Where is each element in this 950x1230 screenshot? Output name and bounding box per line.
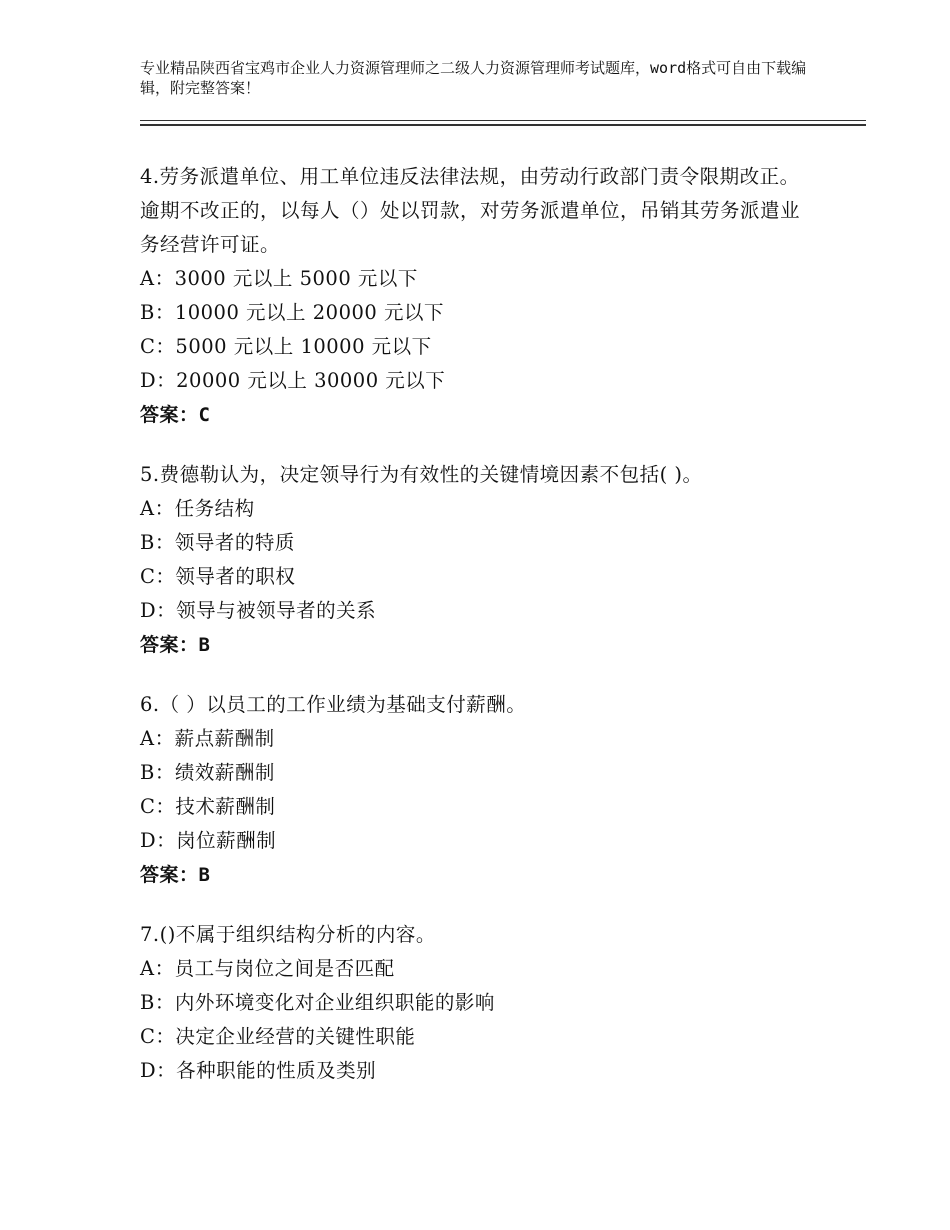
answer: 答案：B [140, 864, 211, 886]
header-divider-thin [140, 120, 866, 121]
question-stem: 4.劳务派遣单位、用工单位违反法律法规，由劳动行政部门责令限期改正。逾期不改正的，以每人（）处以罚款，对劳务派遣单位，吊销其劳务派遣业务经营许可证。 [140, 165, 801, 256]
option-c: C：决定企业经营的关键性职能 [140, 1025, 416, 1048]
question-stem: 5.费德勒认为，决定领导行为有效性的关键情境因素不包括( )。 [140, 463, 703, 486]
document-header: 专业精品陕西省宝鸡市企业人力资源管理师之二级人力资源管理师考试题库，word格式可自由下载编辑，附完整答案！ [140, 59, 807, 97]
option-a: A：3000 元以上 5000 元以下 [140, 267, 418, 290]
answer: 答案：B [140, 634, 211, 656]
question-stem: 6.（ ）以员工的工作业绩为基础支付薪酬。 [140, 693, 527, 716]
option-c: C：5000 元以上 10000 元以下 [140, 335, 432, 358]
question-5 [140, 458, 810, 662]
option-d: D：领导与被领导者的关系 [140, 599, 377, 622]
question-list [140, 160, 810, 1114]
question-stem: 7.()不属于组织结构分析的内容。 [140, 923, 436, 946]
question-4 [140, 160, 810, 432]
option-d: D：20000 元以上 30000 元以下 [140, 369, 446, 392]
option-b: B：10000 元以上 20000 元以下 [140, 301, 444, 324]
option-b: B：绩效薪酬制 [140, 761, 275, 784]
option-c: C：技术薪酬制 [140, 795, 276, 818]
question-6 [140, 688, 810, 892]
option-c: C：领导者的职权 [140, 565, 296, 588]
option-a: A：任务结构 [140, 497, 255, 520]
option-b: B：领导者的特质 [140, 531, 295, 554]
option-d: D：各种职能的性质及类别 [140, 1059, 377, 1082]
option-a: A：员工与岗位之间是否匹配 [140, 957, 395, 980]
option-d: D：岗位薪酬制 [140, 829, 277, 852]
question-7 [140, 918, 810, 1088]
answer: 答案：C [140, 404, 211, 426]
option-a: A：薪点薪酬制 [140, 727, 275, 750]
header-divider-thick [140, 124, 866, 126]
option-b: B：内外环境变化对企业组织职能的影响 [140, 991, 495, 1014]
